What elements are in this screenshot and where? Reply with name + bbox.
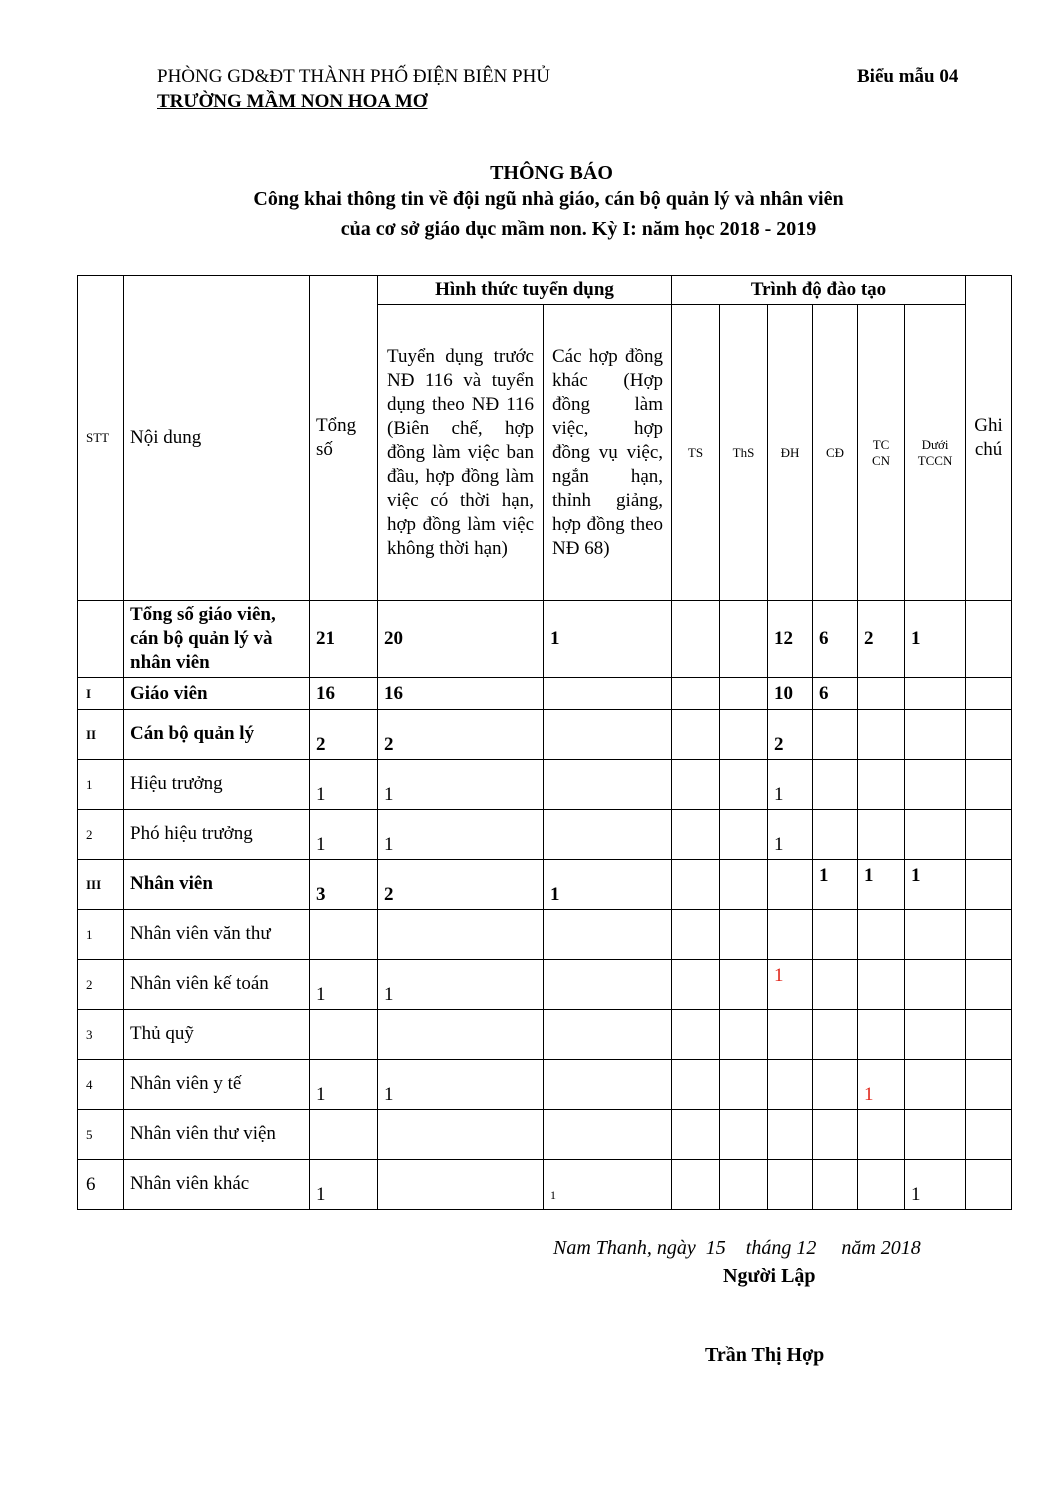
header-stt: STT bbox=[78, 276, 124, 601]
table-row bbox=[78, 1010, 1012, 1060]
table-row bbox=[78, 810, 1012, 860]
row-total: 1 bbox=[310, 1060, 378, 1110]
row-stt: II bbox=[78, 710, 124, 760]
table-row bbox=[78, 910, 1012, 960]
row-below: 1 bbox=[905, 1160, 966, 1210]
row-tccn bbox=[858, 910, 905, 960]
row-total bbox=[310, 910, 378, 960]
row-dh: 12 bbox=[768, 601, 813, 678]
row-content: Hiệu trưởng bbox=[124, 760, 310, 810]
row-ths bbox=[720, 1110, 768, 1160]
row-tccn bbox=[858, 710, 905, 760]
header-dh: ĐH bbox=[768, 305, 813, 601]
row-ths bbox=[720, 760, 768, 810]
row-ts bbox=[672, 1110, 720, 1160]
row-before: 1 bbox=[378, 960, 544, 1010]
row-other bbox=[544, 760, 672, 810]
row-ts bbox=[672, 910, 720, 960]
row-ths bbox=[720, 1010, 768, 1060]
row-before: 2 bbox=[378, 710, 544, 760]
row-before bbox=[378, 1010, 544, 1060]
row-content: Nhân viên khác bbox=[124, 1160, 310, 1210]
row-dh: 10 bbox=[768, 678, 813, 710]
row-total: 2 bbox=[310, 710, 378, 760]
row-tccn: 1 bbox=[858, 860, 905, 910]
row-ths bbox=[720, 1160, 768, 1210]
row-below bbox=[905, 960, 966, 1010]
row-below bbox=[905, 1060, 966, 1110]
row-ts bbox=[672, 1010, 720, 1060]
row-ths bbox=[720, 601, 768, 678]
row-total bbox=[310, 1010, 378, 1060]
row-below: 1 bbox=[905, 860, 966, 910]
row-stt: 1 bbox=[78, 760, 124, 810]
row-note bbox=[966, 1060, 1012, 1110]
row-ts bbox=[672, 860, 720, 910]
row-tccn bbox=[858, 1010, 905, 1060]
table-row bbox=[78, 678, 1012, 710]
header-recruit-before: Tuyển dụng trước NĐ 116 và tuyển dụng theo NĐ 116 (Biên chế, hợp đồng làm việc ban đầu, hợp đồng làm việc có thời hạn, hợp đồng làm việc không thời hạn) bbox=[378, 305, 544, 601]
row-other: 1 bbox=[544, 860, 672, 910]
row-note bbox=[966, 910, 1012, 960]
row-dh bbox=[768, 1110, 813, 1160]
row-other bbox=[544, 1010, 672, 1060]
row-before: 1 bbox=[378, 760, 544, 810]
row-dh bbox=[768, 860, 813, 910]
row-note bbox=[966, 601, 1012, 678]
row-other bbox=[544, 910, 672, 960]
table-row bbox=[78, 760, 1012, 810]
row-ts bbox=[672, 960, 720, 1010]
row-before: 2 bbox=[378, 860, 544, 910]
row-tccn: 1 bbox=[858, 1060, 905, 1110]
table-row bbox=[78, 1110, 1012, 1160]
row-cd bbox=[813, 760, 858, 810]
row-cd bbox=[813, 810, 858, 860]
row-before bbox=[378, 1110, 544, 1160]
place-date: Nam Thanh, ngày 15 tháng 12 năm 2018 bbox=[553, 1237, 921, 1259]
row-content: Tổng số giáo viên, cán bộ quản lý và nhân viên bbox=[124, 601, 310, 678]
row-tccn: 2 bbox=[858, 601, 905, 678]
row-stt: I bbox=[78, 678, 124, 710]
row-before: 20 bbox=[378, 601, 544, 678]
row-note bbox=[966, 760, 1012, 810]
document-subtitle-2: của cơ sở giáo dục mầm non. Kỳ I: năm học 2018 - 2019 bbox=[340, 218, 817, 240]
row-dh bbox=[768, 1010, 813, 1060]
row-tccn bbox=[858, 1160, 905, 1210]
header-recruit-other: Các hợp đồng khác (Hợp đồng làm việc, hợp đồng vụ việc, ngắn hạn, thỉnh giảng, hợp đồng theo NĐ 68) bbox=[544, 305, 672, 601]
row-other bbox=[544, 810, 672, 860]
row-below bbox=[905, 1010, 966, 1060]
row-content: Cán bộ quản lý bbox=[124, 710, 310, 760]
row-dh: 1 bbox=[768, 810, 813, 860]
row-content: Nhân viên thư viện bbox=[124, 1110, 310, 1160]
row-content: Giáo viên bbox=[124, 678, 310, 710]
row-note bbox=[966, 1160, 1012, 1210]
staff-table bbox=[77, 275, 1012, 1210]
row-cd: 1 bbox=[813, 860, 858, 910]
department-name: PHÒNG GD&ĐT THÀNH PHỐ ĐIỆN BIÊN PHỦ bbox=[157, 66, 551, 87]
row-below bbox=[905, 810, 966, 860]
row-tccn bbox=[858, 1110, 905, 1160]
table-row bbox=[78, 860, 1012, 910]
row-below: 1 bbox=[905, 601, 966, 678]
row-below bbox=[905, 1110, 966, 1160]
row-stt: 3 bbox=[78, 1010, 124, 1060]
row-cd bbox=[813, 1060, 858, 1110]
row-other bbox=[544, 710, 672, 760]
row-tccn bbox=[858, 960, 905, 1010]
row-stt bbox=[78, 601, 124, 678]
row-below bbox=[905, 678, 966, 710]
row-cd bbox=[813, 1110, 858, 1160]
header-ts: TS bbox=[672, 305, 720, 601]
row-ths bbox=[720, 860, 768, 910]
row-total: 1 bbox=[310, 810, 378, 860]
row-before bbox=[378, 910, 544, 960]
row-stt: 5 bbox=[78, 1110, 124, 1160]
row-tccn bbox=[858, 760, 905, 810]
row-below bbox=[905, 910, 966, 960]
row-cd bbox=[813, 910, 858, 960]
row-other bbox=[544, 1110, 672, 1160]
row-other bbox=[544, 678, 672, 710]
row-ths bbox=[720, 678, 768, 710]
row-dh bbox=[768, 1160, 813, 1210]
header-content: Nội dung bbox=[124, 276, 310, 601]
row-stt: 2 bbox=[78, 810, 124, 860]
row-cd bbox=[813, 960, 858, 1010]
row-before: 16 bbox=[378, 678, 544, 710]
row-tccn bbox=[858, 678, 905, 710]
row-cd: 6 bbox=[813, 601, 858, 678]
row-ts bbox=[672, 1160, 720, 1210]
row-dh: 1 bbox=[768, 960, 813, 1010]
row-stt: 1 bbox=[78, 910, 124, 960]
row-ths bbox=[720, 710, 768, 760]
row-other: 1 bbox=[544, 601, 672, 678]
row-total: 1 bbox=[310, 960, 378, 1010]
row-cd bbox=[813, 1160, 858, 1210]
row-content: Nhân viên y tế bbox=[124, 1060, 310, 1110]
row-before bbox=[378, 1160, 544, 1210]
table-row bbox=[78, 1160, 1012, 1210]
row-tccn bbox=[858, 810, 905, 860]
row-note bbox=[966, 960, 1012, 1010]
row-total: 16 bbox=[310, 678, 378, 710]
row-note bbox=[966, 1010, 1012, 1060]
header-below-tccn: Dưới TCCN bbox=[905, 305, 966, 601]
header-note: Ghi chú bbox=[966, 276, 1012, 601]
row-other bbox=[544, 960, 672, 1010]
school-name: TRƯỜNG MẦM NON HOA MƠ bbox=[157, 91, 428, 112]
row-ths bbox=[720, 810, 768, 860]
row-cd bbox=[813, 710, 858, 760]
row-ts bbox=[672, 760, 720, 810]
row-note bbox=[966, 710, 1012, 760]
row-content: Nhân viên kế toán bbox=[124, 960, 310, 1010]
row-note bbox=[966, 810, 1012, 860]
table-row bbox=[78, 1060, 1012, 1110]
row-ts bbox=[672, 1060, 720, 1110]
row-stt: III bbox=[78, 860, 124, 910]
row-total: 21 bbox=[310, 601, 378, 678]
row-total: 1 bbox=[310, 1160, 378, 1210]
document-subtitle: Công khai thông tin về đội ngũ nhà giáo, cán bộ quản lý và nhân viên bbox=[253, 188, 844, 210]
header-tccn: TC CN bbox=[858, 305, 905, 601]
row-note bbox=[966, 1110, 1012, 1160]
row-content: Thủ quỹ bbox=[124, 1010, 310, 1060]
row-other bbox=[544, 1060, 672, 1110]
row-total: 3 bbox=[310, 860, 378, 910]
row-cd bbox=[813, 1010, 858, 1060]
header-ths: ThS bbox=[720, 305, 768, 601]
row-before: 1 bbox=[378, 1060, 544, 1110]
row-ths bbox=[720, 960, 768, 1010]
header-cd: CĐ bbox=[813, 305, 858, 601]
row-content: Phó hiệu trưởng bbox=[124, 810, 310, 860]
row-ths bbox=[720, 1060, 768, 1110]
table-row bbox=[78, 960, 1012, 1010]
row-ths bbox=[720, 910, 768, 960]
row-content: Nhân viên bbox=[124, 860, 310, 910]
row-below bbox=[905, 710, 966, 760]
preparer-role: Người Lập bbox=[723, 1265, 816, 1287]
header-training-group: Trình độ đào tạo bbox=[672, 276, 966, 305]
form-code: Biểu mẫu 04 bbox=[857, 66, 959, 87]
row-ts bbox=[672, 710, 720, 760]
row-note bbox=[966, 860, 1012, 910]
row-other: 1 bbox=[544, 1160, 672, 1210]
row-below bbox=[905, 760, 966, 810]
row-ts bbox=[672, 601, 720, 678]
header-recruitment-group: Hình thức tuyển dụng bbox=[378, 276, 672, 305]
row-total bbox=[310, 1110, 378, 1160]
row-stt: 6 bbox=[78, 1160, 124, 1210]
row-stt: 4 bbox=[78, 1060, 124, 1110]
table-row bbox=[78, 710, 1012, 760]
row-cd: 6 bbox=[813, 678, 858, 710]
document-title: THÔNG BÁO bbox=[490, 162, 613, 184]
row-dh: 2 bbox=[768, 710, 813, 760]
row-note bbox=[966, 678, 1012, 710]
row-total: 1 bbox=[310, 760, 378, 810]
row-ts bbox=[672, 678, 720, 710]
row-dh: 1 bbox=[768, 760, 813, 810]
signer-name: Trần Thị Hợp bbox=[705, 1344, 825, 1366]
row-before: 1 bbox=[378, 810, 544, 860]
row-content: Nhân viên văn thư bbox=[124, 910, 310, 960]
row-ts bbox=[672, 810, 720, 860]
row-dh bbox=[768, 910, 813, 960]
row-dh bbox=[768, 1060, 813, 1110]
row-stt: 2 bbox=[78, 960, 124, 1010]
table-row bbox=[78, 601, 1012, 678]
header-total: Tổng số bbox=[310, 276, 378, 601]
